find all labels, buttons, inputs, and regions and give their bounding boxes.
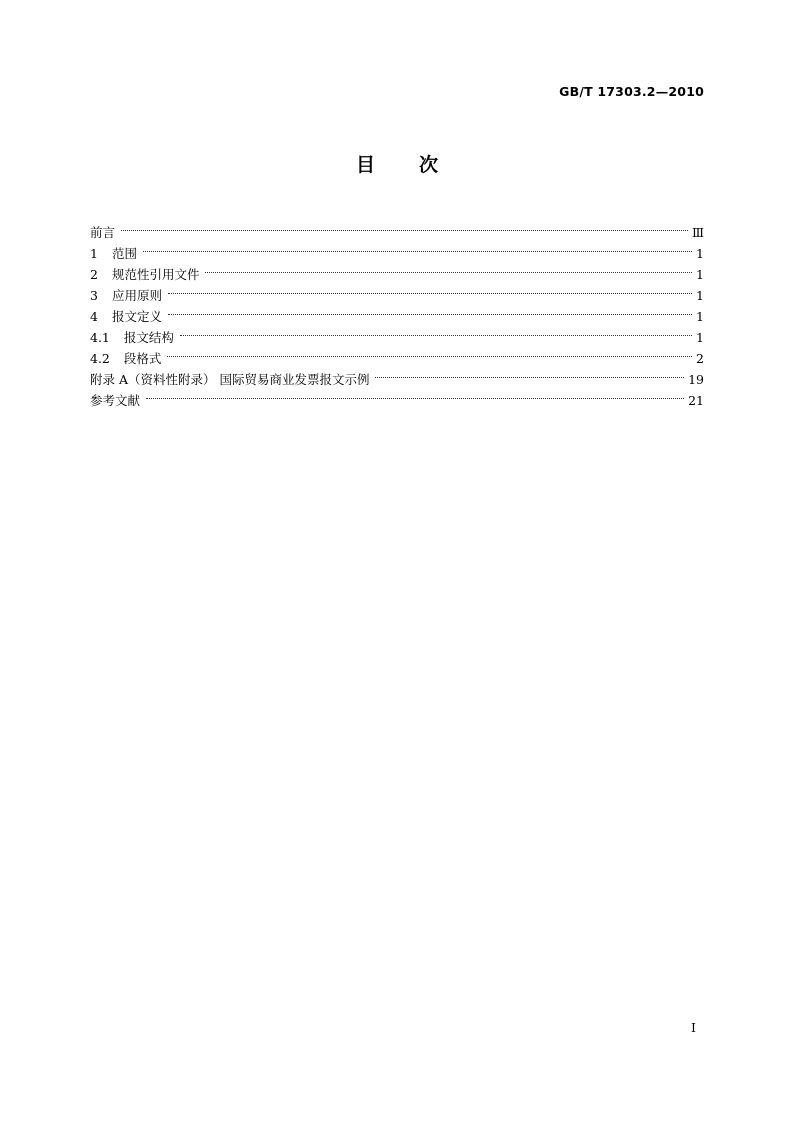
toc-entry-number: 4.2 (90, 351, 110, 366)
toc-entry-page: 19 (688, 372, 704, 387)
toc-entry-number: 1 (90, 246, 98, 261)
toc-entry-number: 2 (90, 267, 98, 282)
toc-title-char-1: 目 (355, 154, 375, 176)
toc-title (0, 150, 794, 177)
toc-entry-page: 1 (696, 330, 704, 345)
dot-leader (146, 384, 684, 405)
toc-entry-page: 1 (696, 309, 704, 324)
standard-number: GB/T 17303.2—2010 (559, 84, 704, 99)
page-number: I (691, 1020, 696, 1035)
toc-entry-segment-format[interactable] (90, 342, 704, 366)
toc-entry-label: 范围 (111, 246, 137, 261)
toc-entry-page: 21 (688, 393, 704, 408)
toc-entry-page: 1 (696, 246, 704, 261)
toc-entry-annex-a[interactable] (90, 363, 704, 387)
dot-leader (167, 342, 692, 363)
dot-leader (180, 321, 692, 342)
toc-entry-page: 1 (696, 267, 704, 282)
toc-entry-number: 4 (90, 309, 98, 324)
dot-leader (143, 237, 692, 258)
toc-entry-label: 规范性引用文件 (111, 267, 200, 282)
toc-title-char-2: 次 (419, 154, 439, 176)
toc-entry-label: 应用原则 (111, 288, 162, 303)
toc-entry-page: 2 (696, 351, 704, 366)
toc-entry-message-structure[interactable] (90, 321, 704, 345)
dot-leader (375, 363, 684, 384)
table-of-contents (90, 216, 704, 408)
toc-entry-normative-references[interactable] (90, 258, 704, 282)
toc-entry-label: 报文定义 (111, 309, 162, 324)
toc-entry-label: 报文结构 (123, 330, 174, 345)
dot-leader (168, 279, 692, 300)
toc-entry-page: 1 (696, 288, 704, 303)
toc-entry-page: Ⅲ (691, 225, 704, 240)
toc-entry-message-definition[interactable] (90, 300, 704, 324)
toc-entry-application-principles[interactable] (90, 279, 704, 303)
toc-entry-number: 4.1 (90, 330, 110, 345)
dot-leader (168, 300, 692, 321)
toc-entry-label: 前言 (90, 225, 116, 240)
toc-entry-label: 参考文献 (90, 393, 141, 408)
toc-entry-bibliography[interactable] (90, 384, 704, 408)
dot-leader (205, 258, 692, 279)
toc-entry-number: 3 (90, 288, 98, 303)
dot-leader (121, 216, 688, 237)
toc-entry-foreword[interactable] (90, 216, 704, 240)
toc-entry-scope[interactable] (90, 237, 704, 261)
toc-entry-label: 附录 A（资料性附录） 国际贸易商业发票报文示例 (90, 372, 370, 387)
toc-entry-label: 段格式 (123, 351, 162, 366)
